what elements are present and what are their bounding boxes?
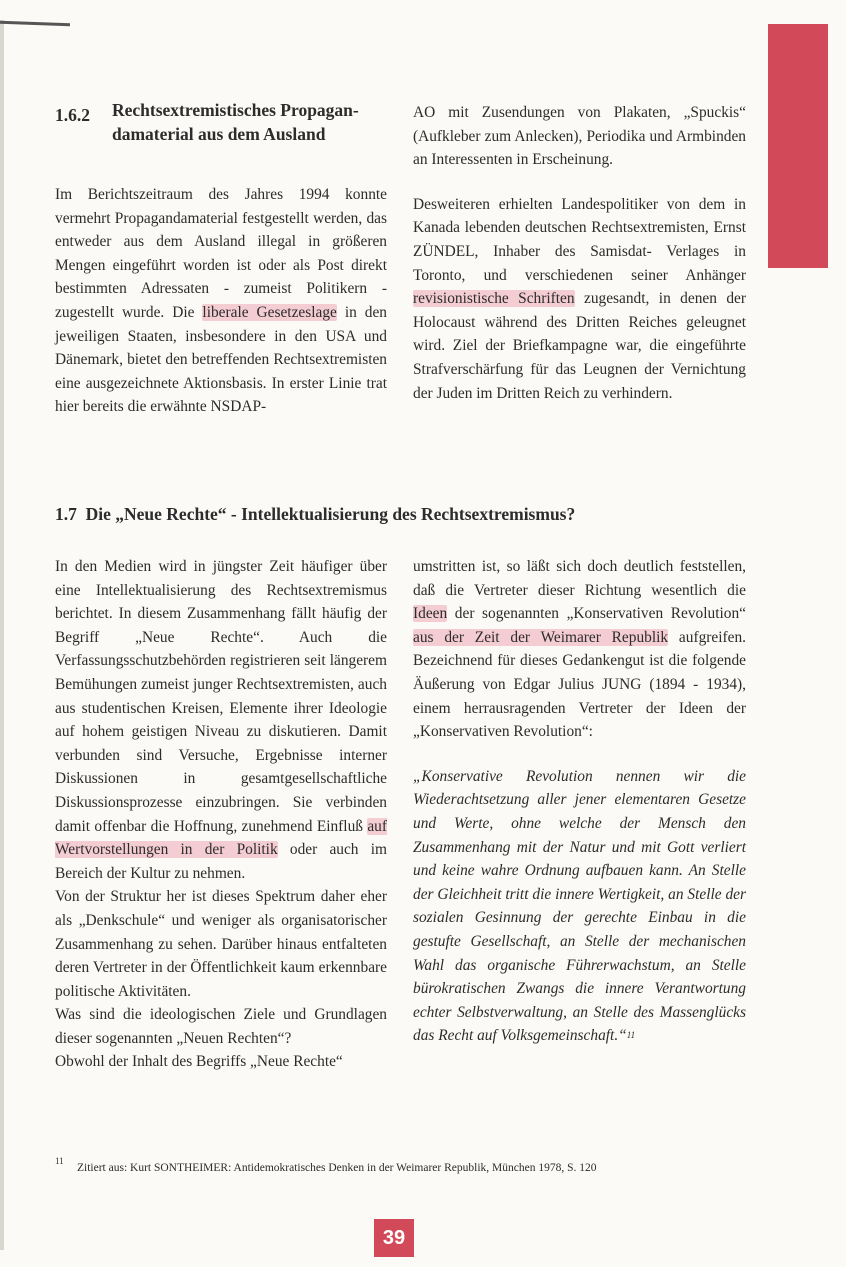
left-column-bottom	[55, 555, 387, 1074]
scan-edge	[0, 20, 4, 1250]
paragraph: umstritten ist, so läßt sich doch deutlich feststellen, daß die Vertreter dieser Richtung wesentlich die Ideen der sogenannten „Konservativen Revolution“ aus der Zeit der Weimarer Republik aufgreifen. Bezeichnend für dieses Gedankengut ist die folgende Äußerung von Edgar Julius JUNG (1894 - 1934), einem herrausragenden Vertreter der Ideen der „Konservativen Revolution“:	[413, 558, 746, 741]
section-heading-17	[55, 504, 755, 525]
highlight: Ideen	[413, 605, 448, 623]
highlight: revisionistische Schriften	[413, 290, 575, 308]
paragraph: In den Medien wird in jüngster Zeit häufiger über eine Intellektualisierung des Rechtsextremismus berichtet. In diesem Zusammenhang fällt häufig der Begriff „Neue Rechte“. Auch die Verfassungsschutzbehörden registrieren seit längerem Bemühungen zumeist junger Rechtsextremisten, auch aus studentischen Kreisen, Elemente ihrer Ideologie auf hohem geistigen Niveau zu diskutieren. Damit verbunden sind Versuche, Ergebnisse interner Diskussionen in gesamtgesellschaftliche Diskussionsprozesse einzubringen. Sie verbinden damit offenbar die Hoffnung, zunehmend Einfluß auf Wertvorstellungen in der Politik oder auch im Bereich der Kultur zu nehmen.	[55, 558, 387, 882]
highlight: liberale Gesetzeslage	[202, 303, 337, 321]
footnote-number: 11	[55, 1156, 64, 1166]
footnote	[55, 1156, 755, 1174]
paragraph: Im Berichtszeitraum des Jahres 1994 konnte vermehrt Propagandamaterial festgestellt werden, das entweder aus dem Ausland illegal in größeren Mengen eingeführt worden ist oder als Post direkt bestimmten Adressaten - zumeist Politikern - zugestellt wurde. Die liberale Gesetzeslage in den jeweiligen Staaten, insbesondere in den USA und Dänemark, bietet den betreffenden Rechtsextremisten eine ausgezeichnete Aktionsbasis. In erster Linie trat hier bereits die erwähnte NSDAP-	[55, 186, 387, 416]
block-quote: „Konservative Revolution nennen wir die Wiederachtsetzung aller jener elementaren Gesetze und Werte, ohne welche der Mensch den Zusammenhang mit der Natur und mit Gott verliert und keine wahre Ordnung aufbauen kann. An Stelle der Gleichheit tritt die innere Wertigkeit, an Stelle der sozialen Gesinnung der gerechte Einbau in die gestufte Gesellschaft, an Stelle der mechanischen Wahl das organische Führerwachstum, an Stelle bürokratischen Zwangs die innere Verantwortung echter Selbstverwaltung, an Stelle des Massenglücks das Recht auf Volksgemeinschaft.“$^{11}$	[413, 767, 746, 1045]
section-heading-162	[55, 98, 387, 146]
scan-line	[0, 21, 70, 26]
chapter-tab-marker	[768, 24, 828, 268]
highlight: aus der Zeit der Weimarer Republik	[413, 628, 669, 646]
paragraph: AO mit Zusendungen von Plakaten, „Spuckis“ (Aufkleber zum Anlecken), Periodika und Armbinden an Interessenten in Erscheinung.	[413, 104, 746, 169]
footnote-reference: 11	[626, 1030, 636, 1041]
footnote-text: Zitiert aus: Kurt SONTHEIMER: Antidemokratisches Denken in der Weimarer Republik, München 1978, S. 120	[77, 1162, 597, 1174]
paragraph: Obwohl der Inhalt des Begriffs „Neue Rechte“	[55, 1053, 343, 1071]
paragraph: Von der Struktur her ist dieses Spektrum daher eher als „Denkschule“ und weniger als organisatorischer Zusammenhang zu sehen. Darüber hinaus entfalteten deren Vertreter in der Öffentlichkeit kaum erkennbare politische Aktivitäten.	[55, 888, 387, 1000]
paragraph: Was sind die ideologischen Ziele und Grundlagen dieser sogenannten „Neuen Rechten“?	[55, 1006, 387, 1047]
paragraph: Desweiteren erhielten Landespolitiker von dem in Kanada lebenden deutschen Rechtsextremisten, Ernst ZÜNDEL, Inhaber des Samisdat- Verlages in Toronto, und verschiedenen seiner Anhänger revisionistische Schriften zugesandt, in denen der Holocaust während des Dritten Reiches geleugnet wird. Ziel der Briefkampagne war, die eingeführte Strafverschärfung für das Leugnen der Vernichtung der Juden im Dritten Reich zu verhindern.	[413, 195, 746, 402]
left-column-top	[55, 183, 387, 419]
section-title: Rechtsextremistisches Propagan-damaterial aus dem Ausland	[112, 100, 359, 144]
section-title: Die „Neue Rechte“ - Intellektualisierung des Rechtsextremismus?	[85, 504, 576, 524]
page-number: 39	[374, 1219, 414, 1257]
right-column-top	[413, 101, 746, 405]
section-number: 1.6.2	[55, 105, 90, 125]
right-column-bottom	[413, 555, 746, 1048]
section-number: 1.7	[55, 504, 77, 524]
highlight: auf Wertvorstellungen in der Politik	[55, 817, 387, 859]
